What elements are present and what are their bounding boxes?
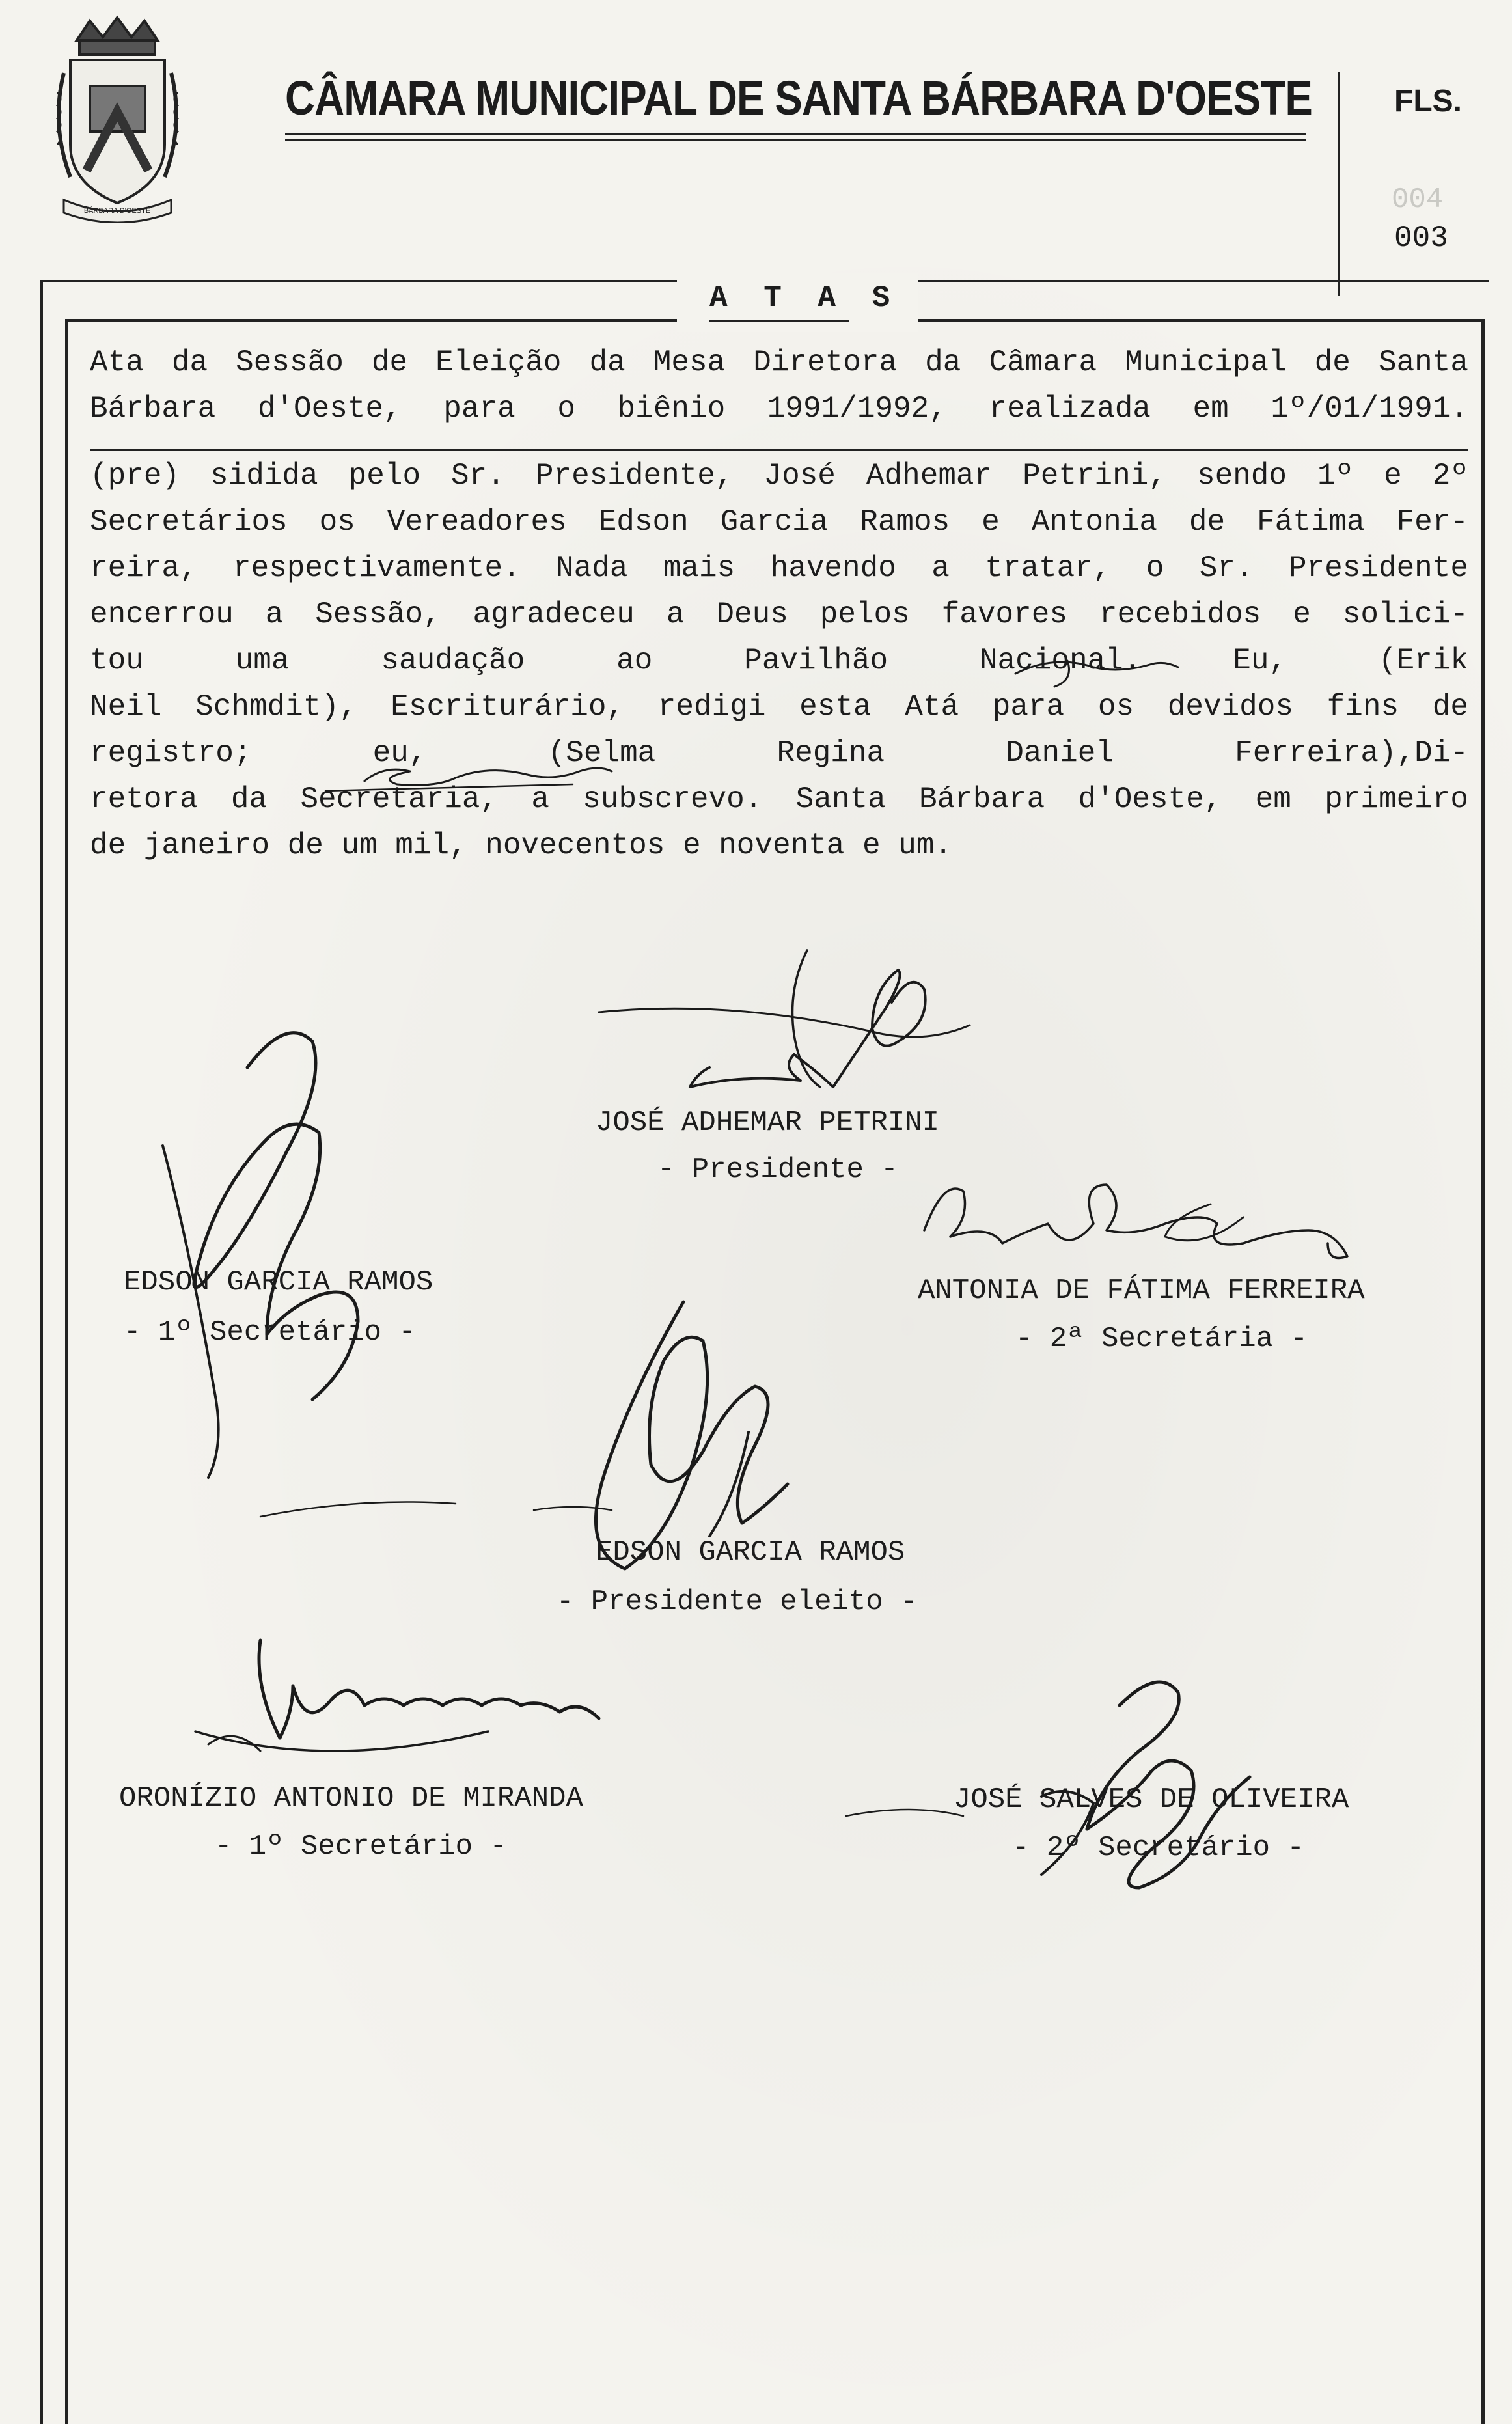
minutes-line: tou uma saudação ao Pavilhão Nacional. Eu, (Erik — [90, 644, 1468, 678]
minutes-title-line: Bárbara d'Oeste, para o biênio 1991/1992, realizada em 1º/01/1991. — [90, 392, 1468, 426]
minutes-line: registro; eu, (Selma Regina Daniel Ferreira),Di- — [90, 736, 1468, 770]
minutes-title-line: Ata da Sessão de Eleição da Mesa Diretora da Câmara Municipal de Santa — [90, 346, 1468, 379]
crest-ribbon-text: BÁRBARA D'OESTE — [83, 207, 151, 215]
oronizio-signature — [259, 1640, 599, 1738]
institution-header: CÂMARA MUNICIPAL DE SANTA BÁRBARA D'OESTE — [285, 71, 1312, 125]
signatory-role: - Presidente eleito - — [557, 1586, 918, 1618]
president-elect-signature — [596, 1302, 788, 1569]
signatory-role: - 2ª Secretária - — [1015, 1323, 1308, 1355]
clerk-signature — [1015, 662, 1178, 674]
signatory-name: EDSON GARCIA RAMOS — [596, 1536, 905, 1569]
faint-page-number: 004 — [1392, 184, 1444, 216]
director-signature — [364, 768, 612, 785]
section-title: A T A S — [709, 281, 900, 315]
minutes-line: retora da Secretaria, a subscrevo. Santa Bárbara d'Oeste, em primeiro — [90, 782, 1468, 816]
signatory-role: - Presidente - — [657, 1153, 898, 1186]
minutes-line: reira, respectivamente. Nada mais havendo a tratar, o Sr. Presidente — [90, 551, 1468, 585]
signatory-name: ANTONIA DE FÁTIMA FERREIRA — [918, 1274, 1365, 1307]
second-secretary-signature — [924, 1185, 1347, 1258]
minutes-line: Neil Schmdit), Escriturário, redigi esta Atá para os devidos fins de — [90, 690, 1468, 724]
signatory-name: EDSON GARCIA RAMOS — [124, 1266, 433, 1299]
page-number: 003 — [1394, 221, 1448, 255]
fls-label: FLS. — [1394, 84, 1462, 118]
president-signature — [690, 970, 926, 1087]
signatory-name: JOSÉ SALVES DE OLIVEIRA — [954, 1784, 1349, 1816]
signatory-role: - 1º Secretário - — [124, 1316, 416, 1349]
signatory-role: - 2º Secretário - — [1012, 1832, 1304, 1864]
signatory-name: ORONÍZIO ANTONIO DE MIRANDA — [119, 1782, 583, 1815]
minutes-line: Secretários os Vereadores Edson Garcia Ramos e Antonia de Fátima Fer- — [90, 505, 1468, 539]
minutes-line: de janeiro de um mil, novecentos e noventa e um. — [90, 829, 953, 862]
minutes-line: encerrou a Sessão, agradeceu a Deus pelos favores recebidos e solici- — [90, 598, 1468, 631]
signatory-name: JOSÉ ADHEMAR PETRINI — [596, 1107, 940, 1139]
minutes-line: (pre) sidida pelo Sr. Presidente, José Adhemar Petrini, sendo 1º e 2º — [90, 459, 1468, 493]
signatory-role: - 1º Secretário - — [215, 1830, 507, 1863]
